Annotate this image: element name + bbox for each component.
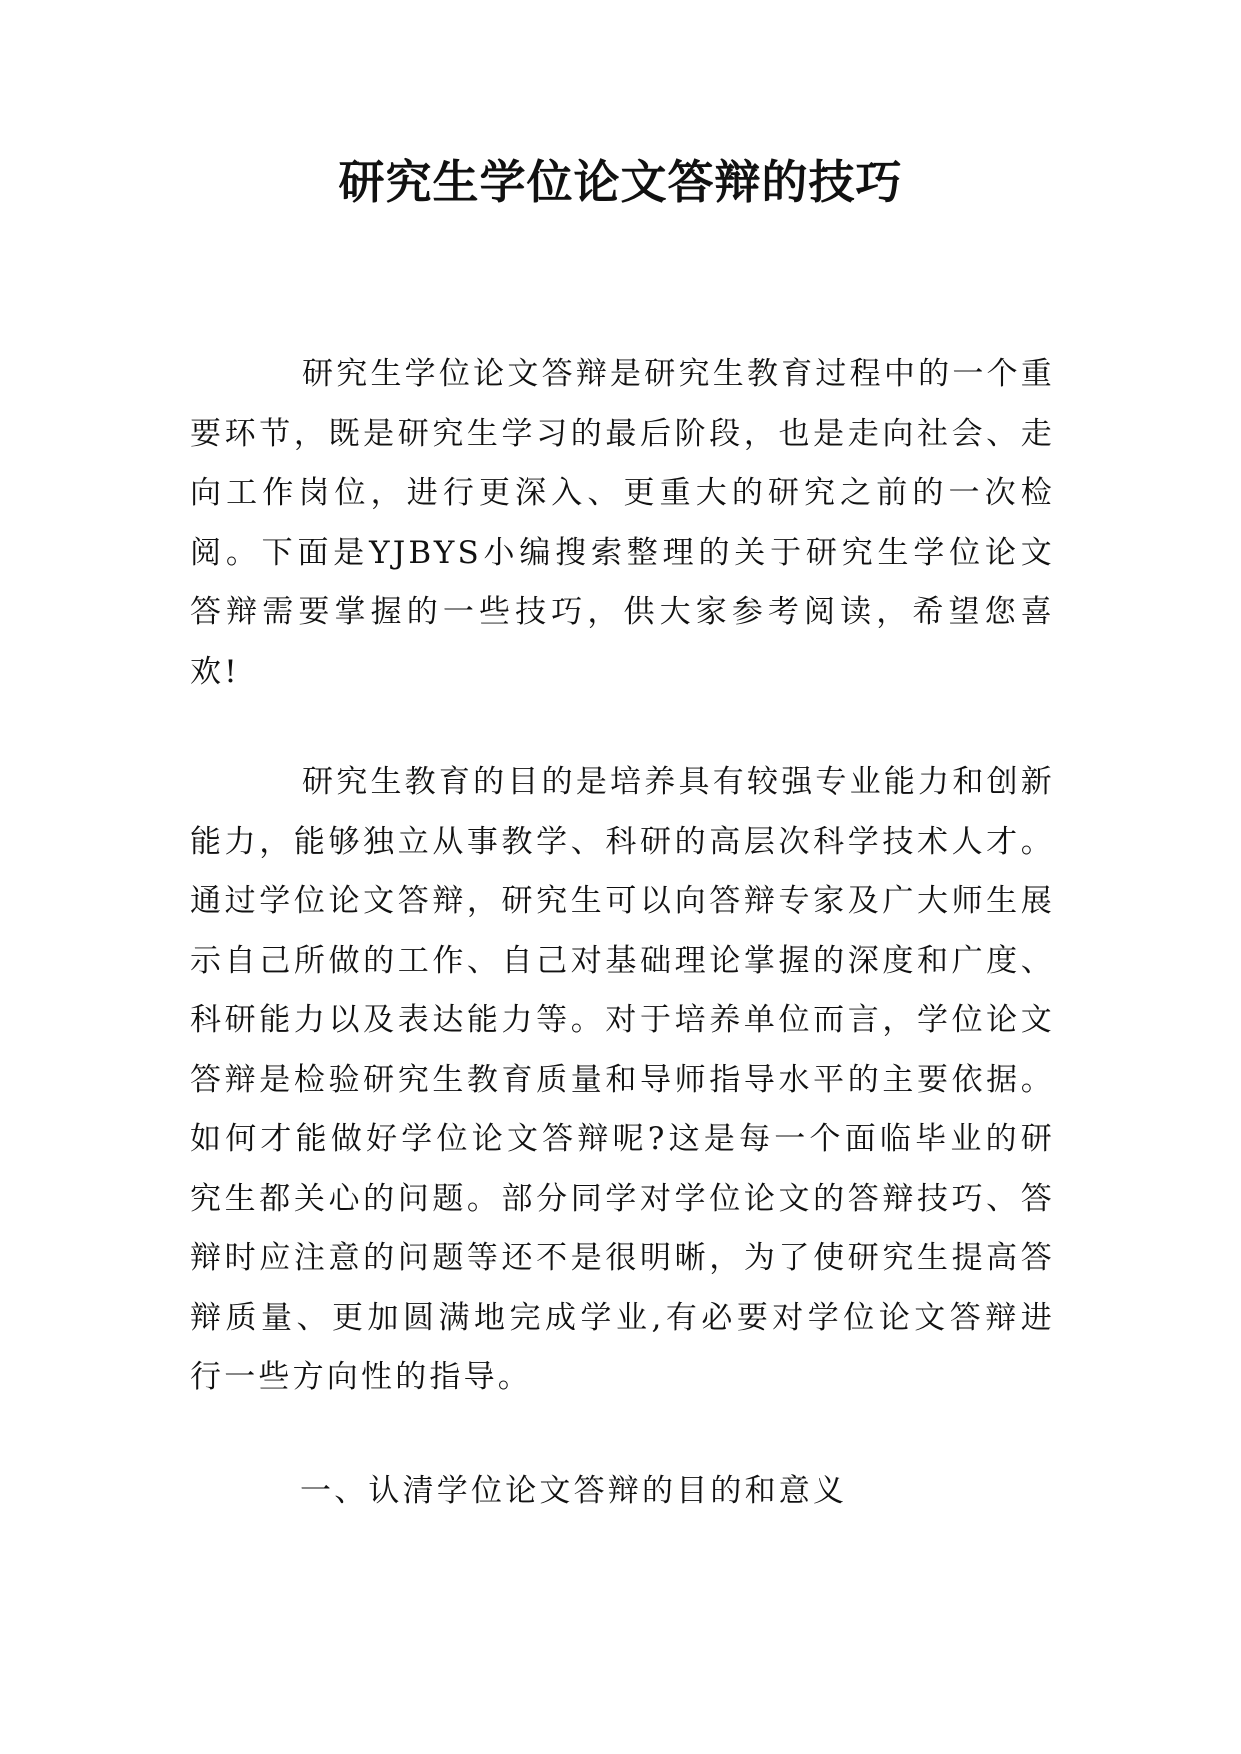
intro-paragraph: 研究生学位论文答辩是研究生教育过程中的一个重要环节，既是研究生学习的最后阶段，也是走向社会、走向工作岗位，进行更深入、更重大的研究之前的一次检阅。下面是YJBYS小编搜索整理的关于研究生学位论文答辩需要掌握的一些技巧，供大家参考阅读，希望您喜欢! [190,356,1055,690]
body-paragraph: 研究生教育的目的是培养具有较强专业能力和创新能力，能够独立从事教学、科研的高层次科学技术人才。通过学位论文答辩，研究生可以向答辩专家及广大师生展示自己所做的工作、自己对基础理论掌握的深度和广度、科研能力以及表达能力等。对于培养单位而言，学位论文答辩是检验研究生教育质量和导师指导水平的主要依据。如何才能做好学位论文答辩呢?这是每一个面临毕业的研究生都关心的问题。部分同学对学位论文的答辩技巧、答辩时应注意的问题等还不是很明晰，为了使研究生提高答辩质量、更加圆满地完成学业,有必要对学位论文答辩进行一些方向性的指导。 [190,764,1055,1395]
document-title: 研究生学位论文答辩的技巧 [338,155,903,209]
section-heading: 一、认清学位论文答辩的目的和意义 [300,1473,848,1509]
